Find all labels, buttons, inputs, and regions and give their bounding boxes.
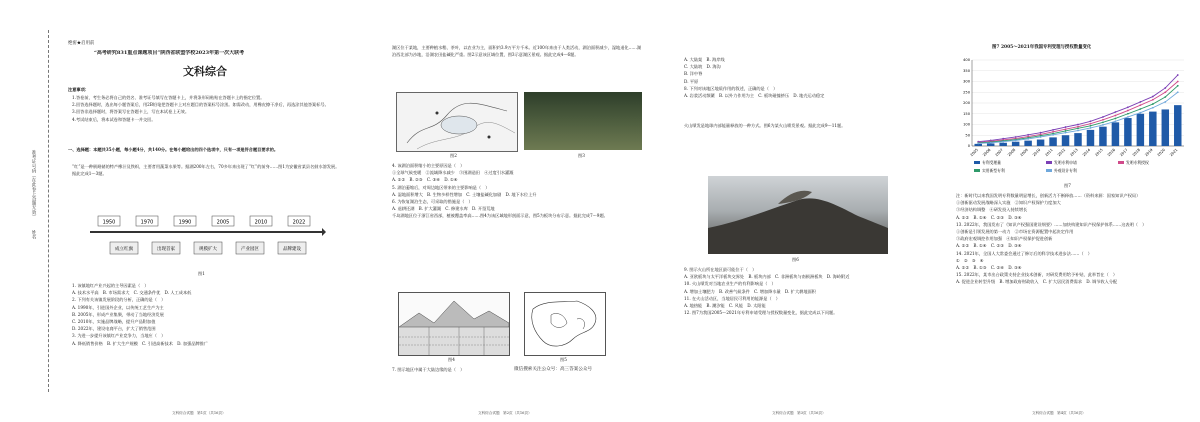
chart-point: [1052, 134, 1054, 136]
svg-text:2005: 2005: [216, 219, 230, 226]
chart-bar: [1099, 127, 1106, 146]
question-line: A. 退耕还湖 B. 扩大灌溉 C. 修建水库 D. 开垦荒地: [392, 206, 495, 212]
question-line: A. ①② B. ①③ C. ②④ D. ③④: [956, 265, 1022, 271]
question-line: 11. 在火山活动区，当地居民可利用的能源是（ ）: [684, 295, 780, 301]
fig6-caption: 图6: [792, 257, 799, 262]
timeline-year: [288, 216, 310, 226]
chart-point: [1164, 96, 1166, 98]
question-line: 6. 为恢复湖泊生态，可采取的措施是（ ）: [392, 199, 473, 205]
question-line: A. 技术水平高 B. 市场需求大 C. 交通条件优 D. 人工成本低: [72, 290, 192, 296]
timeline-label: [236, 242, 264, 254]
intro-paragraph: 火山喷发是地球内部能量释放的一种方式。图6为某火山喷发景观。据此完成9～11题。: [684, 123, 846, 128]
intro-paragraph: 湖区位于某地，主要种植水稻、茶叶，以农业为主，面积约3.9万平方千米。近100年来由于人类活动，湖泊面积减少，湿地退化……湖泊西北部为沙地，沿湖农田盐碱化严重。图2示意该区域位置，图3示意湖区景观。据此完成4～6题。: [392, 45, 642, 58]
timeline-year: [250, 216, 272, 226]
question-line: 14. 2021年，全国人大常委会通过了修订后的科学技术进步法……（ ）: [956, 250, 1092, 256]
question-line: A. 促进企业转型升级 B. 增加政府财政收入 C. 扩大居民消费需求 D. 调节收入分配: [956, 279, 1118, 285]
chart-bar: [987, 143, 994, 146]
chart-point: [1015, 140, 1017, 142]
question-line: A. 降低销售价格 B. 扩大生产规模 C. 引进高新技术 D. 加强品牌推广: [72, 340, 209, 346]
notice-heading: 注意事项：: [68, 87, 89, 92]
fig1-caption: 图1: [198, 271, 205, 276]
option-line: D. 平原: [684, 78, 699, 84]
chart-point: [1115, 118, 1117, 120]
chart-bar: [1112, 122, 1119, 146]
chart-point: [1040, 136, 1042, 138]
chart-bar: [1162, 109, 1169, 146]
chart-point: [1164, 91, 1166, 93]
question-line: ③政府宏观调控作用加强 ④知识产权保护促进创新: [956, 236, 1053, 242]
chart-x-tick-label: 2020: [1156, 147, 1167, 158]
fig5-caption: 图5: [560, 357, 567, 362]
binding-dashed-line: [48, 30, 49, 392]
chart-x-tick-label: 2015: [1094, 147, 1104, 158]
fig6-photo: [708, 176, 888, 254]
question-line: 10. 火山喷发对当地农业生产的有利影响是（ ）: [684, 281, 776, 287]
chart-bar: [1137, 114, 1144, 146]
fig3-caption: 图3: [578, 153, 585, 158]
page-3: [680, 0, 942, 422]
binding-label-name: 姓名: [31, 230, 36, 240]
chart-x-tick-label: 2017: [1119, 147, 1129, 158]
question-line: C. 2010年，实施品牌战略，提升产品附加值: [72, 319, 156, 325]
question-line: A. 1990年，引进国外企业，以传统工艺生产为主: [72, 304, 164, 310]
chart-point: [1152, 96, 1154, 98]
chart-bar: [1149, 112, 1156, 146]
chart-point: [1077, 124, 1079, 126]
chart-bar: [1174, 105, 1181, 146]
chart-point: [1152, 103, 1154, 105]
chart-legend-swatch: [974, 169, 980, 172]
fig4-drawing: [399, 293, 509, 355]
chart-bar: [1049, 137, 1056, 146]
chart-bar: [1124, 118, 1131, 146]
binding-label-id: 准考证号码（在此卷上答题无效）: [31, 150, 36, 219]
chart-x-tick-label: 2016: [1106, 147, 1117, 158]
page3-questions: [684, 266, 938, 316]
question-line: 3. 为进一步提升该镇红产业竞争力，当地应（ ）: [72, 333, 166, 339]
page-4: [952, 0, 1192, 422]
intro-paragraph: “红”是一种极耐储的特产橡汁及铁织，主要者用蔬菜水果等。据湖200年左右，70多年来出现了“红”的前身……图1为安徽省某县名鼓水溶发展。据此完成1～3题。: [72, 164, 340, 177]
notice-list: [72, 94, 342, 123]
section-heading: 一、选择题：本题共35小题，每小题4分，共140分。在每小题给出的四个选项中，只有一项是符合题目要求的。: [68, 147, 279, 152]
chart-point: [1177, 74, 1179, 76]
question-line: B. 2005年，形成产业集聚，带动了当地经济发展: [72, 311, 164, 317]
svg-text:品牌建设: 品牌建设: [283, 247, 301, 252]
fig2-map: [396, 92, 518, 152]
chart-point: [1152, 107, 1154, 109]
chart-x-tick-label: 2014: [1081, 147, 1092, 158]
question-line: A. 地热能 B. 潮汐能 C. 风能 D. 太阳能: [684, 303, 766, 309]
chart-point: [1065, 132, 1067, 134]
timeline-label: [110, 242, 138, 254]
question-line: 千岛湖地区位于浙江省西部，植被覆盖率高……图4为该区域地形剖面示意，图5为板块分布示意。据此完成7～9题。: [392, 213, 608, 219]
chart-x-tick-label: 2018: [1131, 147, 1142, 158]
page-footer: 文科综合试题 第3页（共16页）: [772, 411, 826, 415]
option-line: B. 洋中脊: [684, 71, 703, 77]
chart-legend-label: 发明专利授权: [1126, 160, 1149, 165]
chart-y-tick-label: 200: [963, 101, 970, 106]
chart-point: [1152, 99, 1154, 101]
chart-point: [1077, 126, 1079, 128]
chart-point: [1027, 138, 1029, 140]
chart-x-tick-label: 2019: [1144, 147, 1154, 158]
secret-label: 绝密★启用前: [68, 41, 95, 46]
chart-point: [1052, 131, 1054, 133]
chart-legend-label: 专利受理量: [982, 160, 1001, 165]
svg-text:2022: 2022: [292, 219, 306, 226]
chart-point: [1002, 141, 1004, 143]
question-line: ③经济结构调整 ④研发投入持续增长: [956, 207, 1028, 213]
chart-point: [1102, 121, 1104, 123]
chart-x-tick-label: 2009: [1019, 147, 1029, 158]
chart-point: [1102, 124, 1104, 126]
chart-bar: [1024, 141, 1031, 146]
notice-item: 3.回答非选择题时，将答案写在答题卡上，写在本试卷上无效。: [72, 109, 190, 115]
page-1: [64, 0, 346, 422]
question-line: ① ② ③ ④: [956, 257, 984, 263]
chart-title: 图7 2005～2021年我国专利受理与授权数量变化: [992, 45, 1092, 50]
question-line: 5. 湖泊萎缩后，对周边地区带来的主要影响是（ ）: [392, 184, 490, 190]
chart-y-tick-label: 350: [963, 68, 970, 73]
chart-point: [1115, 120, 1117, 122]
timeline-year: [98, 216, 120, 226]
fig4-section: [398, 292, 510, 356]
page-footer: 文科综合试题 第1页（共16页）: [172, 411, 226, 415]
chart-legend-swatch: [1046, 161, 1052, 164]
question-line: A. 亚欧板块与太平洋板块交界处 B. 板块内部 C. 非洲板块与南极洲板块 D. 海岭附近: [684, 274, 850, 280]
chart-point: [1065, 130, 1067, 132]
binding-strip: [0, 0, 62, 422]
chart-x-tick-label: 2005: [969, 147, 979, 158]
question-line: 2. 下列有关该镇发展阶段的分析，正确的是（ ）: [72, 297, 166, 303]
question-line: 注：新时代以来我国发明专利数量明显增长，创新活力不断释放……（资料来源：国家知识产权局）: [956, 193, 1141, 198]
chart-point: [1177, 85, 1179, 87]
chart-y-tick-label: 50: [965, 133, 970, 138]
chart-point: [1164, 101, 1166, 103]
timeline-year: [174, 216, 196, 226]
question-line: 8. 下列对该地区地质作用的叙述，正确的是（ ）: [684, 85, 778, 91]
chart-point: [1177, 81, 1179, 83]
option-line: A. 岩浆活动频繁 B. 以外力作用为主 C. 板块碰撞挤压 D. 地壳运动稳定: [684, 93, 825, 99]
chart-bar: [1012, 142, 1019, 146]
notice-item: 1.答卷前，考生务必将自己的姓名、准考证号填写在答题卡上，并将条形码粘贴在答题卡上的指定位置。: [72, 95, 265, 100]
chart-series-line: [978, 75, 1178, 142]
fig6-drawing: [708, 176, 888, 254]
fig2-caption: 图2: [450, 153, 457, 158]
chart-point: [1077, 130, 1079, 132]
svg-text:1970: 1970: [140, 219, 154, 226]
chart-legend-swatch: [974, 161, 980, 164]
chart-point: [1115, 111, 1117, 113]
page-2: [388, 0, 648, 422]
question-line: A. ①② B. ①④ C. ②③ D. ③④: [956, 214, 1022, 220]
chart-x-tick-label: 2010: [1031, 147, 1042, 158]
chart-point: [1040, 132, 1042, 134]
chart-bar: [1074, 133, 1081, 146]
question-line: ①创新驱动发展战略深入实施 ②知识产权保护力度加大: [956, 200, 1061, 206]
chart-point: [1139, 112, 1141, 114]
question-line: A. 增加土壤肥力 B. 改善气候条件 C. 增加降水量 D. 扩大耕地面积: [684, 288, 816, 294]
chart-y-tick-label: 300: [963, 79, 970, 84]
fig7-caption: 图7: [1064, 183, 1071, 188]
chart-point: [1027, 134, 1029, 136]
question-line: ①创新是引领发展的第一动力 ②市场在资源配置中起决定作用: [956, 229, 1074, 235]
chart-y-tick-label: 100: [963, 122, 970, 127]
option-line: C. 大陆坡 D. 海沟: [684, 64, 721, 70]
timeline-year: [212, 216, 234, 226]
chart-y-tick-label: 250: [963, 90, 970, 95]
chart-point: [1065, 128, 1067, 130]
notice-item: 2.回答选择题时，选出每小题答案后，用2B铅笔把答题卡上对应题目的答案标号涂黑。如需改动，用橡皮擦干净后，再选涂其他答案标号。: [72, 102, 329, 108]
chart-x-tick-label: 2008: [1007, 147, 1017, 158]
option-line: A. 大陆架 B. 海岸线: [684, 57, 725, 62]
chart-bar: [1062, 135, 1069, 146]
chart-point: [1065, 126, 1067, 128]
chart-x-tick-label: 2006: [982, 147, 992, 158]
question-line: 4. 该湖泊面积缩小的主要原因是（ ）: [392, 163, 465, 168]
chart-point: [1090, 123, 1092, 125]
chart-point: [1139, 101, 1141, 103]
fig4-caption: 图4: [448, 357, 455, 362]
timeline-label: [278, 242, 306, 254]
question-line: 12. 图7为我国2005～2021年专利申请受理与授权数量变化，据此完成以下问题。: [684, 310, 838, 316]
chart-point: [1115, 115, 1117, 117]
chart-y-tick-label: 150: [963, 111, 970, 116]
question-line: 9. 图示火山所在地区最可能位于（ ）: [684, 267, 757, 272]
timeline-label: [194, 242, 222, 254]
chart-point: [1127, 116, 1129, 118]
chart-point: [1139, 108, 1141, 110]
chart-point: [1177, 91, 1179, 93]
fig5-plates: [524, 292, 606, 356]
chart-x-tick-label: 2012: [1056, 147, 1067, 158]
chart-point: [1052, 129, 1054, 131]
chart-point: [1090, 120, 1092, 122]
fig5-drawing: [525, 293, 605, 355]
chart-point: [1139, 104, 1141, 106]
page-footer: 文科综合试题 第2页（共16页）: [478, 411, 532, 415]
chart-y-tick-label: 0: [967, 144, 970, 149]
chart-x-tick-label: 2021: [1169, 147, 1179, 158]
chart-x-tick-label: 2011: [1044, 147, 1054, 158]
chart-point: [1127, 113, 1129, 115]
fig2-map-drawing: [397, 93, 517, 151]
chart-point: [1102, 119, 1104, 121]
chart-point: [1127, 110, 1129, 112]
timeline-figure: [86, 210, 326, 268]
question-line: A. ①② B. ②③ C. ③④ D. ①④: [392, 177, 458, 183]
chart-legend-label: 实用新型专利: [982, 168, 1005, 173]
chart-point: [990, 142, 992, 144]
chart-point: [977, 143, 979, 145]
question-line: 7. 图示地区中属于大陆边缘的是（ ）: [392, 367, 465, 372]
page1-questions: [72, 282, 340, 347]
question-line: ①全球气候变暖 ②流域降水减少 ③围湖造田 ④过度引水灌溉: [392, 170, 514, 176]
chart-bar: [1087, 130, 1094, 146]
question-line: 15. 2022年，某市出台政策支持企业技术创新，对研发费用给予补贴，此举旨在（ ）: [956, 272, 1118, 278]
question-line: 1. 该镇地红产业兴起的主导因素是（ ）: [72, 283, 149, 288]
question-line: 13. 2022年，我国发布了《知识产权强国建设纲要》……加快构建知识产权保护体系……这表明（ ）: [956, 221, 1147, 227]
chart-point: [1090, 125, 1092, 127]
svg-text:成立红旗: 成立红旗: [115, 247, 133, 252]
svg-text:出现首家: 出现首家: [157, 247, 175, 252]
chart-legend-label: 发明专利申请: [1054, 160, 1077, 165]
chart-x-tick-label: 2007: [994, 147, 1004, 158]
chart-bar: [999, 143, 1006, 146]
svg-text:1950: 1950: [102, 219, 116, 226]
page-footer: 文科综合试题 第4页（共16页）: [1032, 411, 1086, 415]
chart-point: [1090, 127, 1092, 129]
chart-point: [1102, 116, 1104, 118]
question-line: A. ①② B. ①④ C. ②③ D. ③④: [956, 243, 1022, 249]
page3-top-options: [684, 56, 938, 99]
question-line: A. 湿地面积增大 B. 生物多样性增加 C. 土壤盐碱化加剧 D. 地下水位上升: [392, 191, 537, 197]
page4-questions: [956, 192, 1190, 286]
svg-text:2010: 2010: [254, 219, 268, 226]
chart-legend-swatch: [1118, 161, 1124, 164]
chart-point: [1127, 106, 1129, 108]
subject-title: 文科综合: [183, 65, 227, 78]
chart-y-tick-label: 400: [963, 58, 970, 63]
exam-title: “高考研究831重点课题项目”陕西省联盟学校2023年第一次大联考: [94, 50, 245, 56]
page2-questions: [392, 162, 644, 220]
svg-text:产业园区: 产业园区: [241, 247, 259, 252]
chart-point: [1164, 87, 1166, 89]
svg-text:1990: 1990: [178, 219, 192, 226]
chart-point: [1077, 127, 1079, 129]
chart-legend-swatch: [1046, 169, 1052, 172]
question-line: D. 2022年，建设电商平台，扩大了销售范围: [72, 326, 156, 332]
timeline-label: [152, 242, 180, 254]
fig3-photo: [524, 92, 642, 150]
watermark-text: 微信搜索关注公众号：高三答案公众号: [514, 367, 593, 372]
svg-text:规模扩大: 规模扩大: [199, 247, 217, 252]
chart-bar: [1037, 140, 1044, 146]
fig7-chart: [954, 54, 1190, 180]
chart-x-tick-label: 2013: [1069, 147, 1079, 158]
timeline-year: [136, 216, 158, 226]
chart-legend-label: 外观设计专利: [1054, 168, 1077, 173]
notice-item: 4.考试结束后，将本试卷和答题卡一并交回。: [72, 116, 156, 122]
